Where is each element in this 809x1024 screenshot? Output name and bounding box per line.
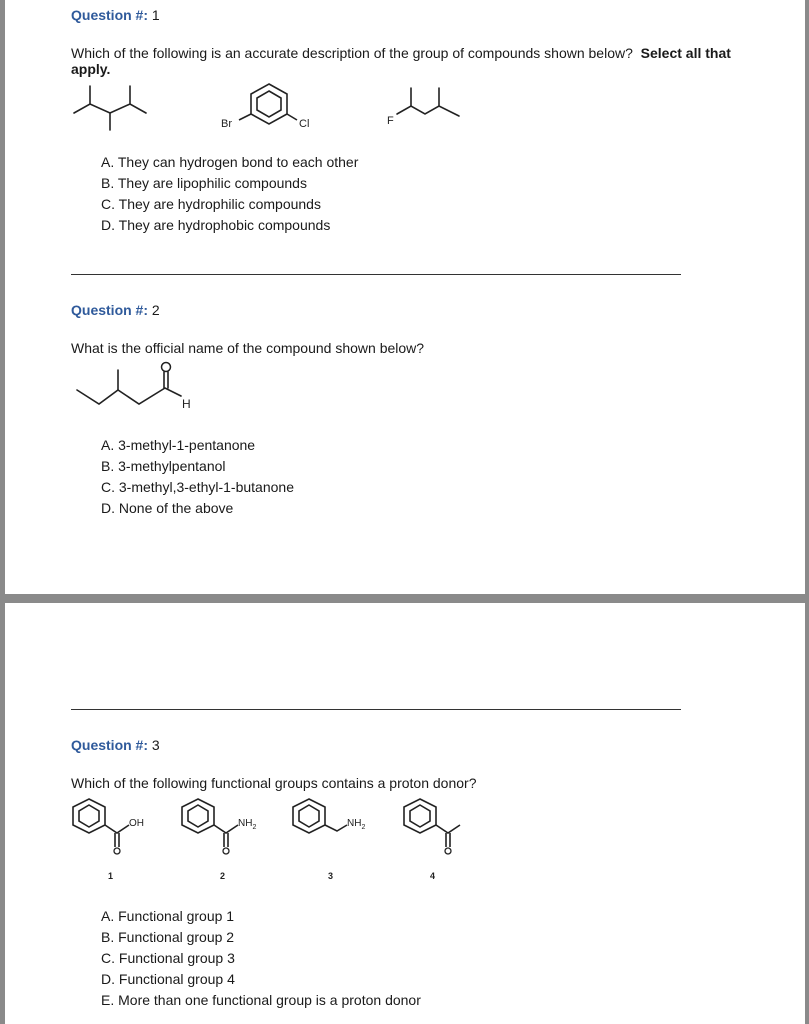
question-3-text: Which of the following functional groups contains a proton donor? [71, 775, 477, 791]
question-label-text: Question #: [71, 737, 149, 753]
question-1-text: Which of the following is an accurate description of the group of compounds shown below? [71, 45, 633, 61]
question-2-prompt [71, 340, 751, 356]
question-3-prompt [71, 775, 751, 791]
carbonyl-oxygen [445, 848, 451, 854]
group-number-3: 3 [328, 871, 334, 881]
amine-subscript: 2 [361, 824, 366, 831]
q3-option-c[interactable]: C. Functional group 3 [101, 950, 235, 966]
chlorine-label: Cl [299, 118, 310, 130]
amine-label [238, 818, 256, 831]
q2-option-d[interactable]: D. None of the above [101, 500, 234, 516]
group-number-2: 2 [220, 871, 226, 881]
question-2-options [101, 435, 294, 519]
amine-subscript: 2 [252, 824, 257, 831]
compound-bromochlorobenzene [217, 76, 327, 136]
compound-fluoroalkane [383, 78, 473, 138]
q3-option-a[interactable]: A. Functional group 1 [101, 908, 235, 924]
amine-text: NH [238, 818, 253, 829]
question-1-options [101, 152, 358, 236]
functional-group-3 [291, 795, 391, 885]
question-1-prompt [71, 45, 751, 77]
question-number: 3 [151, 737, 160, 753]
carbonyl-oxygen [223, 848, 229, 854]
question-2-label [71, 302, 160, 318]
question-1-emphasis: Select all that apply. [71, 45, 731, 77]
question-label-text: Question #: [71, 7, 149, 23]
q3-option-d[interactable]: D. Functional group 4 [101, 971, 235, 987]
q1-option-c[interactable]: C. They are hydrophilic compounds [101, 196, 321, 212]
question-3-label [71, 737, 160, 753]
divider [71, 709, 681, 710]
question-number: 2 [151, 302, 160, 318]
compound-branched-alkane [70, 80, 160, 140]
q2-option-b[interactable]: B. 3-methylpentanol [101, 458, 226, 474]
hydroxyl-label: OH [129, 818, 144, 829]
carbonyl-oxygen [162, 363, 171, 372]
fluorine-label: F [387, 115, 394, 127]
page-1 [5, 0, 805, 594]
q2-option-a[interactable]: A. 3-methyl-1-pentanone [101, 437, 256, 453]
q1-option-b[interactable]: B. They are lipophilic compounds [101, 175, 307, 191]
amine-text: NH [347, 818, 362, 829]
divider [71, 274, 681, 275]
functional-group-2 [180, 795, 280, 885]
question-3-options [101, 906, 421, 1011]
functional-group-4 [402, 795, 502, 885]
carbonyl-oxygen [114, 848, 120, 854]
functional-group-1 [71, 795, 171, 885]
q1-option-a[interactable]: A. They can hydrogen bond to each other [101, 154, 359, 170]
amine-label [347, 818, 365, 831]
question-label-text: Question #: [71, 302, 149, 318]
compound-aldehyde [73, 358, 203, 418]
bromine-label: Br [221, 118, 232, 130]
group-number-1: 1 [108, 871, 114, 881]
q3-option-b[interactable]: B. Functional group 2 [101, 929, 235, 945]
hydrogen-label: H [182, 397, 191, 411]
q3-option-e[interactable]: E. More than one functional group is a proton donor [101, 992, 421, 1008]
page-2 [5, 603, 805, 1024]
question-2-text: What is the official name of the compound shown below? [71, 340, 425, 356]
q2-option-c[interactable]: C. 3-methyl,3-ethyl-1-butanone [101, 479, 294, 495]
q1-option-d[interactable]: D. They are hydrophobic compounds [101, 217, 331, 233]
question-number: 1 [151, 7, 160, 23]
group-number-4: 4 [430, 871, 436, 881]
question-1-label [71, 7, 160, 23]
